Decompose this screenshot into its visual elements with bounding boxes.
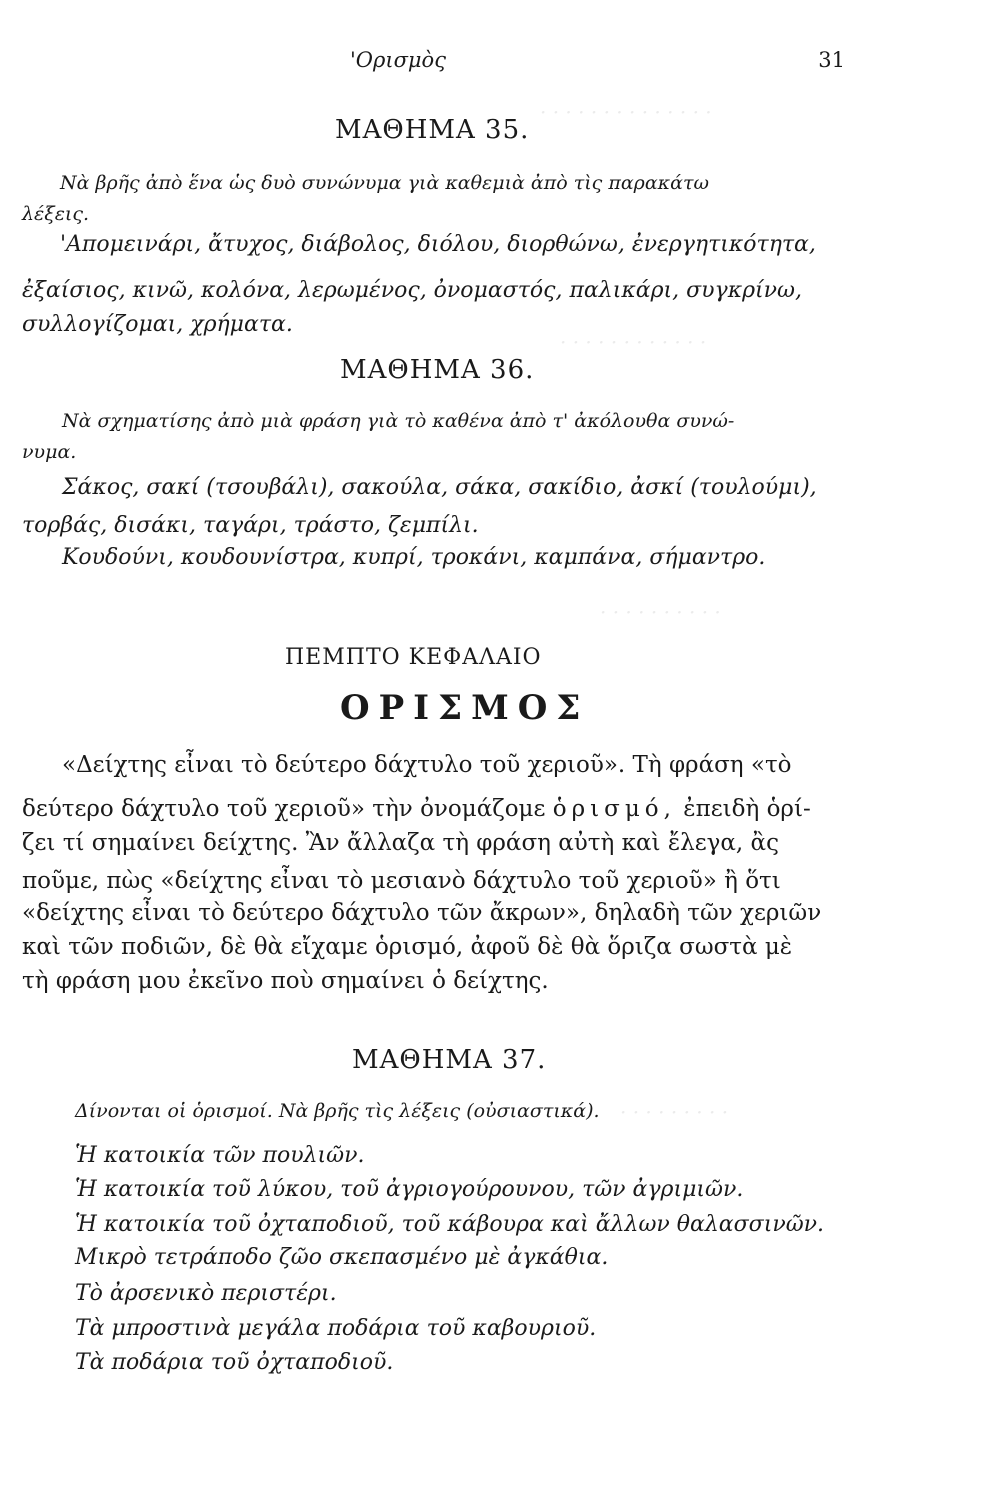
definition-item: Ἡ κατοικία τῶν πουλιῶν.	[75, 1143, 365, 1168]
lesson-35-title: ΜΑΘΗΜΑ 35.	[335, 115, 530, 145]
paragraph-line: τὴ φράση μου ἐκεῖνο ποὺ σημαίνει ὁ δείχτης.	[22, 968, 549, 994]
running-title: 'Ορισμὸς	[350, 48, 446, 72]
lesson-36-words: Κουδούνι, κουδουνίστρα, κυπρί, τροκάνι, καμπάνα, σήμαντρο.	[62, 545, 766, 570]
lesson-36-instruction-cont: νυμα.	[22, 441, 77, 463]
definition-item: Τὰ ποδάρια τοῦ ὀχταποδιοῦ.	[75, 1350, 394, 1375]
definition-item: Τὰ μπροστινὰ μεγάλα ποδάρια τοῦ καβουριοῦ.	[75, 1316, 597, 1341]
page-number: 31	[818, 48, 845, 72]
lesson-37-title: ΜΑΘΗΜΑ 37.	[352, 1045, 547, 1075]
definition-item: Ἡ κατοικία τοῦ ὀχταποδιοῦ, τοῦ κάβουρα καὶ ἄλλων θαλασσινῶν.	[75, 1212, 824, 1237]
paragraph-text: δεύτερο δάχτυλο τοῦ χεριοῦ» τὴν ὀνομάζομε	[22, 796, 546, 822]
paragraph-line: καὶ τῶν ποδιῶν, δὲ θὰ εἴχαμε ὁρισμό, ἀφοῦ δὲ θὰ ὅριζα σωστὰ μὲ	[22, 934, 793, 960]
chapter-title: ΟΡΙΣΜΟΣ	[340, 688, 590, 728]
lesson-37-instruction: Δίνονται οἱ ὁρισμοί. Νὰ βρῆς τὶς λέξεις (οὐσιαστικά).	[75, 1100, 600, 1122]
book-page: · · · · · · · · · · · · · · · · · · · · · · · · · · · · · · · · · · · · · · · · · · · · · 'Ορισμὸς 31 ΜΑΘΗΜΑ 35. Νὰ βρῆς ἀπὸ ἕνα ὡς δυὸ συνώνυμα γιὰ καθεμιὰ ἀπὸ τὶς παρακάτω λέξεις. 'Απομεινάρι, ἄτυχος, διάβολος, διόλου, διορθώνω, ἐνεργητικότητα, ἐξαίσιος, κινῶ, κολόνα, λερωμένος, ὀνομαστός, παλικάρι, συγκρίνω, συλλογίζομαι, χρήματα. ΜΑΘΗΜΑ 36. Νὰ σχηματίσης ἀπὸ μιὰ φράση γιὰ τὸ καθένα ἀπὸ τ' ἀκόλουθα συνώ- νυμα. Σάκος, σακί (τσουβάλι), σακούλα, σάκα, σακίδιο, ἀσκί (τουλούμι), τορβάς, δισάκι, ταγάρι, τράστο, ζεμπίλι. Κουδούνι, κουδουνίστρα, κυπρί, τροκάνι, καμπάνα, σήμαντρο. ΠΕΜΠΤΟ ΚΕΦΑΛΑΙΟ ΟΡΙΣΜΟΣ «Δείχτης εἶναι τὸ δεύτερο δάχτυλο τοῦ χεριοῦ». Τὴ φράση «τὸ δεύτερο δάχτυλο τοῦ χεριοῦ» τὴν ὀνομάζομε ὁρισμό, ἐπειδὴ ὁρί- ζει τί σημαίνει δείχτης. Ἂν ἄλλαζα τὴ φράση αὐτὴ καὶ ἔλεγα, ἂς ποῦμε, πὼς «δείχτης εἶναι τὸ μεσιανὸ δάχτυλο τοῦ χεριοῦ» ἢ ὅτι «δείχτης εἶναι τὸ δεύτερο δάχτυλο τῶν ἄκρων», δηλαδὴ τῶν χεριῶν καὶ τῶν ποδιῶν, δὲ θὰ εἴχαμε ὁρισμό, ἀφοῦ δὲ θὰ ὅριζα σωστὰ μὲ τὴ φράση μου ἐκεῖνο ποὺ σημαίνει ὁ δείχτης. ΜΑΘΗΜΑ 37. Δίνονται οἱ ὁρισμοί. Νὰ βρῆς τὶς λέξεις (οὐσιαστικά). Ἡ κατοικία τῶν πουλιῶν. Ἡ κατοικία τοῦ λύκου, τοῦ ἀγριογούρουνου, τῶν ἀγριμιῶν. Ἡ κατοικία τοῦ ὀχταποδιοῦ, τοῦ κάβουρα καὶ ἄλλων θαλασσινῶν. Μικρὸ τετράποδο ζῶο σκεπασμένο μὲ ἀγκάθια. Τὸ ἀρσενικὸ περιστέρι. Τὰ μπροστινὰ μεγάλα ποδάρια τοῦ καβουριοῦ. Τὰ ποδάρια τοῦ ὀχταποδιοῦ.	[22, 48, 845, 1375]
lesson-35-words: 'Απομεινάρι, ἄτυχος, διάβολος, διόλου, διορθώνω, ἐνεργητικότητα,	[60, 232, 816, 257]
lesson-36-instruction: Νὰ σχηματίσης ἀπὸ μιὰ φράση γιὰ τὸ καθένα ἀπὸ τ' ἀκόλουθα συνώ-	[62, 410, 735, 432]
lesson-36-title: ΜΑΘΗΜΑ 36.	[340, 355, 535, 385]
lesson-36-words: Σάκος, σακί (τσουβάλι), σακούλα, σάκα, σακίδιο, ἀσκί (τουλούμι),	[62, 475, 817, 500]
lesson-35-instruction-cont: λέξεις.	[22, 203, 90, 225]
definition-item: Ἡ κατοικία τοῦ λύκου, τοῦ ἀγριογούρουνου, τῶν ἀγριμιῶν.	[75, 1177, 744, 1202]
paragraph-line: «Δείχτης εἶναι τὸ δεύτερο δάχτυλο τοῦ χεριοῦ». Τὴ φράση «τὸ	[62, 752, 792, 778]
lesson-36-words: τορβάς, δισάκι, ταγάρι, τράστο, ζεμπίλι.	[22, 513, 479, 538]
definition-item: Μικρὸ τετράποδο ζῶο σκεπασμένο μὲ ἀγκάθια.	[75, 1245, 609, 1270]
definition-item: Τὸ ἀρσενικὸ περιστέρι.	[75, 1281, 337, 1306]
emphasized-term: ὁρισμό,	[552, 796, 676, 822]
paragraph-line: ποῦμε, πὼς «δείχτης εἶναι τὸ μεσιανὸ δάχτυλο τοῦ χεριοῦ» ἢ ὅτι	[22, 868, 781, 894]
paragraph-text: ἐπειδὴ ὁρί-	[683, 796, 811, 822]
chapter-label: ΠΕΜΠΤΟ ΚΕΦΑΛΑΙΟ	[285, 645, 542, 670]
lesson-35-words: ἐξαίσιος, κινῶ, κολόνα, λερωμένος, ὀνομαστός, παλικάρι, συγκρίνω,	[22, 278, 802, 303]
lesson-35-instruction: Νὰ βρῆς ἀπὸ ἕνα ὡς δυὸ συνώνυμα γιὰ καθεμιὰ ἀπὸ τὶς παρακάτω	[60, 172, 709, 194]
lesson-35-words: συλλογίζομαι, χρήματα.	[22, 312, 293, 337]
paragraph-line: «δείχτης εἶναι τὸ δεύτερο δάχτυλο τῶν ἄκρων», δηλαδὴ τῶν χεριῶν	[22, 900, 822, 926]
paragraph-line	[22, 796, 811, 822]
paragraph-line: ζει τί σημαίνει δείχτης. Ἂν ἄλλαζα τὴ φράση αὐτὴ καὶ ἔλεγα, ἂς	[22, 830, 779, 856]
